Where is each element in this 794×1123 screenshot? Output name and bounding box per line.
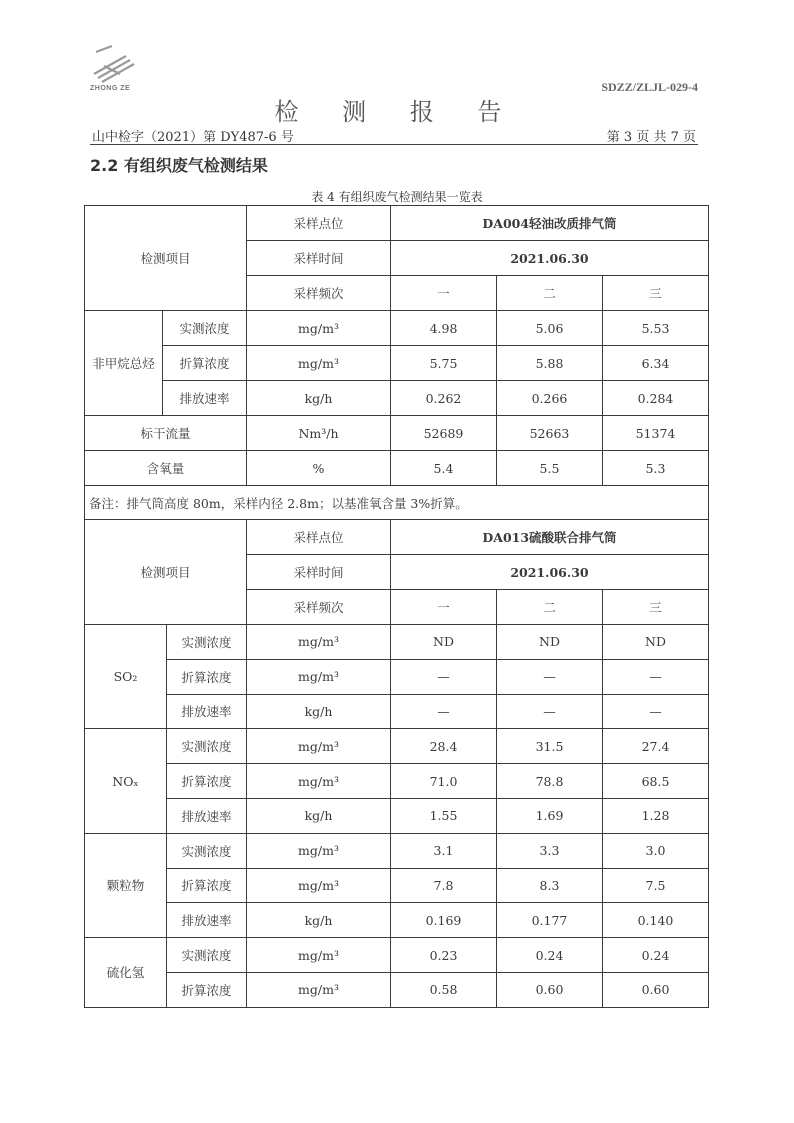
unit-cell: Nm³/h [247, 416, 391, 451]
table-row [85, 938, 709, 973]
value-cell: 3.0 [603, 833, 709, 868]
value-cell: 52689 [391, 416, 497, 451]
value-cell: 5.75 [391, 346, 497, 381]
report-number: 山中检字（2021）第 DY487-6 号 [92, 130, 294, 145]
value-cell: — [497, 694, 603, 729]
value-cell: 0.23 [391, 938, 497, 973]
value-cell: 68.5 [603, 764, 709, 799]
unit-cell: mg/m³ [247, 625, 391, 660]
value-cell: 0.24 [497, 938, 603, 973]
oxygen-label: 含氧量 [85, 451, 247, 486]
metric-label: 实测浓度 [167, 625, 247, 660]
value-cell: 0.266 [497, 381, 603, 416]
metric-label: 排放速率 [163, 381, 247, 416]
results-table-da013 [84, 519, 709, 1008]
value-cell: 78.8 [497, 764, 603, 799]
time-label: 采样时间 [247, 241, 391, 276]
value-cell: 71.0 [391, 764, 497, 799]
unit-cell: mg/m³ [247, 659, 391, 694]
table-row [85, 451, 709, 486]
freq-cell: 三 [603, 276, 709, 311]
value-cell: 5.4 [391, 451, 497, 486]
item-label: 检测项目 [85, 520, 247, 625]
metric-label: 实测浓度 [167, 729, 247, 764]
logo-mark-icon [82, 44, 142, 86]
unit-cell: kg/h [247, 381, 391, 416]
document-code: SDZZ/ZLJL-029-4 [601, 80, 698, 94]
pollutant-name: NOₓ [85, 729, 167, 833]
value-cell: 5.3 [603, 451, 709, 486]
table-row [85, 903, 709, 938]
value-cell: 52663 [497, 416, 603, 451]
value-cell: 0.284 [603, 381, 709, 416]
table-caption: 表 4 有组织废气检测结果一览表 [311, 190, 483, 204]
table-row [85, 833, 709, 868]
table-row [85, 798, 709, 833]
value-cell: 0.58 [391, 972, 497, 1007]
value-cell: 3.1 [391, 833, 497, 868]
results-table-da004 [84, 205, 709, 520]
metric-label: 折算浓度 [167, 868, 247, 903]
metric-label: 实测浓度 [167, 938, 247, 973]
value-cell: — [497, 659, 603, 694]
value-cell: 0.177 [497, 903, 603, 938]
point-label: 采样点位 [247, 206, 391, 241]
table-row [85, 416, 709, 451]
value-cell: 0.60 [497, 972, 603, 1007]
value-cell: 31.5 [497, 729, 603, 764]
table-row [85, 381, 709, 416]
point-value: DA013硫酸联合排气筒 [391, 520, 709, 555]
metric-label: 折算浓度 [167, 764, 247, 799]
value-cell: 3.3 [497, 833, 603, 868]
value-cell: ND [603, 625, 709, 660]
table-row [85, 311, 709, 346]
value-cell: — [391, 659, 497, 694]
table-note: 备注：排气筒高度 80m，采样内径 2.8m；以基准氧含量 3%折算。 [85, 486, 709, 520]
freq-cell: 二 [497, 590, 603, 625]
unit-cell: mg/m³ [247, 311, 391, 346]
report-header-row [90, 124, 698, 145]
table-row [85, 729, 709, 764]
freq-label: 采样频次 [247, 276, 391, 311]
unit-cell: mg/m³ [247, 833, 391, 868]
table-row [85, 659, 709, 694]
metric-label: 实测浓度 [167, 833, 247, 868]
unit-cell: mg/m³ [247, 729, 391, 764]
page-info: 第 3 页 共 7 页 [606, 130, 696, 145]
freq-cell: 一 [391, 590, 497, 625]
value-cell: ND [391, 625, 497, 660]
table-row [85, 625, 709, 660]
metric-label: 排放速率 [167, 694, 247, 729]
value-cell: 6.34 [603, 346, 709, 381]
metric-label: 排放速率 [167, 903, 247, 938]
value-cell: 1.69 [497, 798, 603, 833]
table-row [85, 694, 709, 729]
value-cell: 1.28 [603, 798, 709, 833]
unit-cell: % [247, 451, 391, 486]
time-value: 2021.06.30 [391, 241, 709, 276]
unit-cell: kg/h [247, 694, 391, 729]
table-row [85, 972, 709, 1007]
value-cell: 51374 [603, 416, 709, 451]
logo-text: ZHONG ZE [90, 85, 131, 92]
metric-label: 折算浓度 [163, 346, 247, 381]
value-cell: 0.262 [391, 381, 497, 416]
unit-cell: mg/m³ [247, 972, 391, 1007]
metric-label: 实测浓度 [163, 311, 247, 346]
freq-cell: 三 [603, 590, 709, 625]
value-cell: 7.5 [603, 868, 709, 903]
metric-label: 折算浓度 [167, 659, 247, 694]
pollutant-name: 硫化氢 [85, 938, 167, 1008]
value-cell: 5.53 [603, 311, 709, 346]
value-cell: ND [497, 625, 603, 660]
unit-cell: kg/h [247, 903, 391, 938]
value-cell: 0.24 [603, 938, 709, 973]
value-cell: 5.5 [497, 451, 603, 486]
value-cell: 4.98 [391, 311, 497, 346]
point-label: 采样点位 [247, 520, 391, 555]
item-label: 检测项目 [85, 206, 247, 311]
pollutant-name: 非甲烷总烃 [85, 311, 163, 416]
time-label: 采样时间 [247, 555, 391, 590]
value-cell: 1.55 [391, 798, 497, 833]
value-cell: 8.3 [497, 868, 603, 903]
value-cell: — [603, 659, 709, 694]
table-row [85, 346, 709, 381]
unit-cell: mg/m³ [247, 938, 391, 973]
time-value: 2021.06.30 [391, 555, 709, 590]
metric-label: 折算浓度 [167, 972, 247, 1007]
value-cell: 27.4 [603, 729, 709, 764]
unit-cell: mg/m³ [247, 346, 391, 381]
freq-cell: 一 [391, 276, 497, 311]
table-row [85, 868, 709, 903]
section-title: 2.2 有组织废气检测结果 [90, 156, 268, 175]
value-cell: 5.06 [497, 311, 603, 346]
pollutant-name: SO₂ [85, 625, 167, 729]
value-cell: 0.169 [391, 903, 497, 938]
value-cell: — [603, 694, 709, 729]
unit-cell: mg/m³ [247, 868, 391, 903]
value-cell: 0.140 [603, 903, 709, 938]
table-row [85, 764, 709, 799]
unit-cell: mg/m³ [247, 764, 391, 799]
value-cell: 0.60 [603, 972, 709, 1007]
value-cell: 5.88 [497, 346, 603, 381]
value-cell: 28.4 [391, 729, 497, 764]
point-value: DA004轻油改质排气筒 [391, 206, 709, 241]
freq-cell: 二 [497, 276, 603, 311]
metric-label: 排放速率 [167, 798, 247, 833]
freq-label: 采样频次 [247, 590, 391, 625]
pollutant-name: 颗粒物 [85, 833, 167, 937]
flow-label: 标干流量 [85, 416, 247, 451]
value-cell: — [391, 694, 497, 729]
unit-cell: kg/h [247, 798, 391, 833]
report-title: 检 测 报 告 [274, 98, 520, 126]
value-cell: 7.8 [391, 868, 497, 903]
